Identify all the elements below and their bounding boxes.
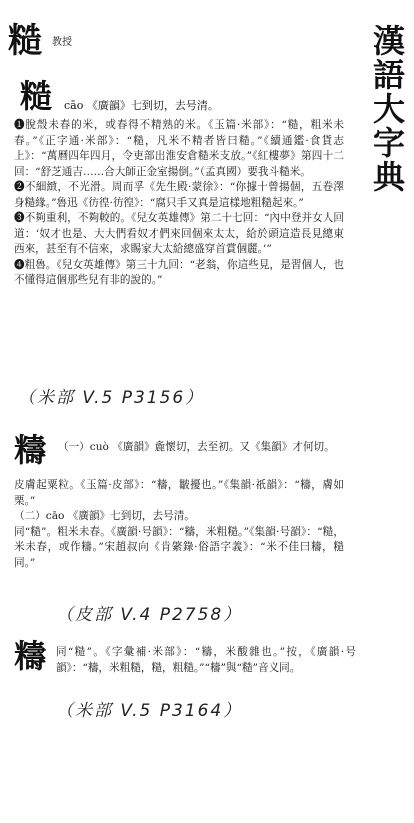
entry-reading: cāo 《廣韻》七到切，去号清。 — [64, 99, 219, 112]
sense-text: ❷不細緻，不光滑。周而孚《先生殿·蒙徐》：“你據十曾揚個，五卷澤身糙緣。”魯迅《彷徨·彷徨》：“腐只手又真是這樣地粗糙起來。” — [14, 181, 344, 209]
handwritten-reference: （米部 V.5 P3156） — [18, 388, 205, 408]
sense-text: 同“糙”。粗米未春。《廣韻·号韻》：“䊭，米粗糙。”《集韻·号韻》：“糙，米未春，或作䊭。”宋趙叔向《肯綮錄·俗語字義》：“米不佳曰䊭，糙同。” — [14, 525, 344, 569]
dictionary-title: 漢語大字典 — [368, 24, 406, 194]
handwritten-reference: （皮部 V.4 P2758） — [56, 605, 243, 625]
corner-character: 糙 — [8, 21, 42, 61]
sense-text: ❶脫殼未春的米，或春得不精熟的米。《玉篇·米部》：“糙，粗米未春。”《正字通·米部》：“糙，凡米不精者皆曰糙。”《續通鑑·食貨志上》：“萬曆四年四月，令吏部出淮安倉糙米支放。”《紅樓夢》第四十二回：“舒芝通吉……合大師正金室揚倒。”（孟真國）要我斗糙米。 — [14, 119, 344, 178]
entry-reading: （一）cuò 《廣韻》麁懷切，去至初。又《集韻》才何切。 — [58, 441, 335, 453]
entry-body — [14, 478, 344, 571]
entry-reading: （二）cāo 《廣韻》七到切，去号清。 — [14, 510, 195, 522]
entry-headword: 糙 — [20, 77, 53, 115]
entry-headword: 䊭 — [14, 431, 47, 469]
sense-text: ❸不夠重利，不夠較的。《兒女英雄傳》第二十七回：“內中登并女人回道：‘奴才也是、大大們看奴才們來回個來太太，給於頭這造長見總東西來，甚至有不信來，求賜家大太給總盛穿首賞個麗。’” — [14, 212, 344, 255]
sense-text: 皮膚起粟粒。《玉篇·皮部》：“䊭，皺擾也。”《集韻·祇韻》：“䊭，膚如栗。” — [14, 479, 344, 507]
handwritten-reference: （米部 V.5 P3164） — [56, 701, 243, 721]
corner-annotation: 教授 — [52, 37, 72, 48]
entry-body — [14, 118, 344, 289]
entry-body — [56, 645, 356, 676]
sense-text: ❹粗魯。《兒女英雄傳》第三十九回：“老翁，你這些見，是習個人，也不懂得這個那些兒有非的說的。” — [14, 258, 344, 286]
entry-definition: 同“糙”。《字彙補·米部》：“䊭，米酸雜也。”按，《廣韻·号韻》：“䊭，米粗糙，糙，粗糙。”“䊭”與“糙”音义同。 — [56, 646, 356, 674]
entry-headword: 䊭 — [14, 637, 47, 675]
entry-body — [58, 440, 358, 456]
